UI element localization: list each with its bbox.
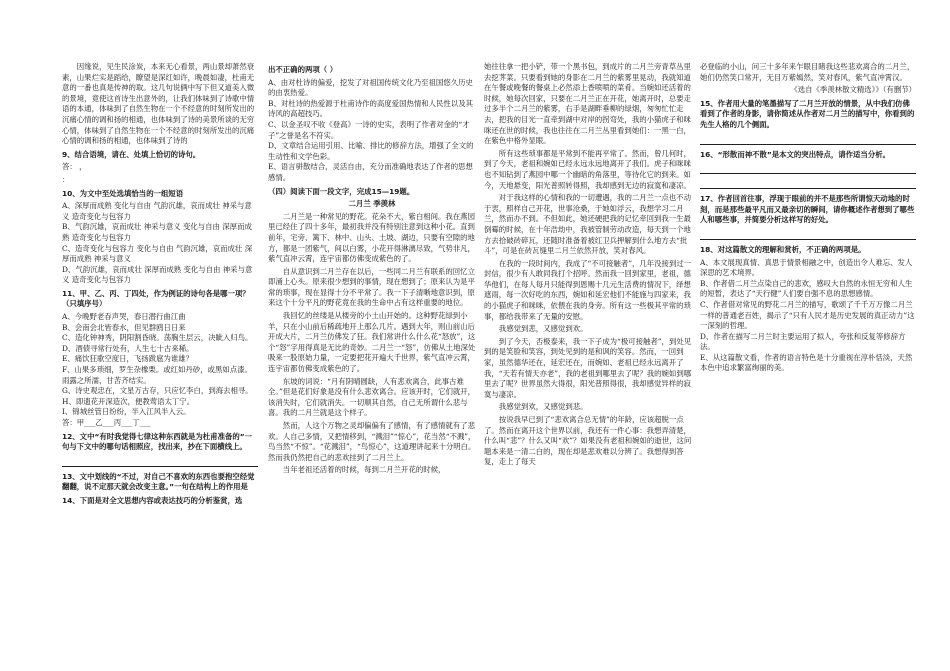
section-4-heading: （四）阅读下面一段文字，完成15—19题。 [268, 186, 415, 196]
question-14: 14、下面是对全文思想内容或表达技巧的分析鉴赏，选 [62, 495, 243, 505]
question-18: 18、对这篇散文的理解和赏析，不正确的两项是。 [700, 244, 866, 254]
answer-line[interactable] [700, 230, 916, 240]
essay-paragraph: 必登临的小山，问三十多年来乍眼目睹我这些悲欢离合的二月兰，她们仍然笑口常开，无目万紫嫣然，笑对春风，紫气直冲霄汉。 [700, 62, 915, 82]
option-18e: E、从这篇散文看，作者的语言特色是十分重视在淳朴恬淡，天然本色中追求繁富绚丽的美。 [700, 352, 913, 373]
column-1 [62, 62, 258, 509]
source-citation: 《选自《季羡林散文精选》》（有删节） [790, 85, 916, 95]
answer-9-line: 答： ， [62, 162, 87, 172]
essay-paragraph: 到了今天，否极泰来，我一下子成为“极可接触者”，到处见到的是笑脸和笑容，到处见到的是和讽的笑容。然而，一回到家，虽然德华还在，延宏还在，而婉如、老祖已经永远离开了我，“天若有情天亦老”，我的老祖到哪里去了呢？我的婉如到哪里去了呢？世界虽然大得很，阳光普照得很，我却感觉异样的寂寞与凄凉。 [484, 336, 692, 399]
option-11c: C、造化钟神秀，阴阳割昏晓。荡胸生层云，决眦入归鸟。 [62, 333, 253, 343]
option-18c: C、作者借对常见的野花二月兰的描写，歌颂了千千万万像二月兰一样的普通老百姓，揭示了“只有人民才是历史发展的真正动力”这一深刻的哲理。 [700, 299, 915, 331]
essay-paragraph: 我感觉到悲，又感觉到欢。 [498, 324, 588, 334]
option-11h: H、即遗花开深造次，便教莺语太丁宁。 [62, 396, 195, 406]
option-11e: E、痛饮狂歌空度日，飞扬跋扈为谁雄？ [62, 354, 194, 364]
option-10d: D、气韵沉雄，哀而成壮 深厚而成熟 变化与自由 神采与意义 造奇变化与包容力 [62, 264, 253, 285]
option-18a: A、本文展现真情、真思于情景相融之中，创造出令人难忘、发人深思的艺术境界。 [700, 257, 913, 278]
question-11: 11、甲、乙、丙、丁四处，作为例证的诗句各是哪一项？（只填序号） [62, 288, 250, 309]
option-10a: A、深厚而成熟 变化与自由 气韵沉雄，哀而成壮 神采与意义 造奇变化与包容力 [62, 201, 252, 221]
essay-paragraph: 所有这些琐事都是平常到不能再平常了。然而，曾几何时，到了今天，老祖和婉如已经永远永远地离开了我们。虎子和咪咪也不知钻到了燕园中哪一个幽暗的角落里，等待化它的到来。如今，天地悬变，阳光普照转得照，我却感到无边的寂寞和凄凉。 [484, 148, 691, 190]
question-15: 15、作者用大量的笔墨描写了二月兰开放的情景，从中我们仿佛看到了作者的身影，请你简述从作者对二月兰的描写中，你看到的先生人格的几个侧面。 [700, 98, 915, 129]
question-14-cont: 出不正确的两项（ ） [268, 65, 338, 74]
essay-paragraph: 在我的一段时间内，我成了“不可接触者”，几年没接到过一封信，很少有人敢同我打个招呼。然而我一回到家里，老祖，德华他们，在每人每月只能得到恩赐十几元生活费的情况下，绎想遮雨，每一次好吃的东西，婉如和延宏他们不能施与四家来，我的小猫虎子和咪咪，依偎在我的身旁。所有这一些极其平常的琐事，都给我带来了无量的安慰。 [484, 258, 692, 321]
column-3 [484, 62, 692, 470]
question-10: 10、为文中至处选填恰当的一组短语 [62, 188, 184, 198]
option-11d: D、酒债寻常行处有，人生七十古来稀。 [62, 343, 194, 353]
option-11b: B、会南会北皆春水，但见群鸥日日来 [62, 322, 186, 332]
essay-paragraph: 我回忆的丝缕是从楼旁的小土山开始的。这种野花绿到小羊，只在小山前后稀疏地开上那么几片。遇到大年，则山前山后开成大片，二月兰仿佛发了狂。我们常讲什么什么花“怒放”，这个“怒”字用得真是无比的奇妙。二月兰一“怒”，仿佛从土地深处吸来一股原始力量，一定要把花开遍大千世界，紫气直冲云霄，连宇宙都仿佛变成紫色的了。 [268, 311, 476, 374]
essay-paragraph: 我感觉到欢，又感觉到悲。 [498, 402, 588, 412]
essay-paragraph: 当年老祖还活着的时候，每到二月兰开花的时候， [282, 465, 446, 475]
question-17: 17、作者回首往事，浮现于眼前的并不是那些所谓惊天动地的时刻，而是那些最平凡而又最亲切的瞬间，请你概述作者想到了哪些人和哪些事，并简要分析这样写的好处。 [700, 194, 915, 225]
answer-line[interactable] [700, 179, 916, 189]
question-12: 12、文中“有时我觉得七律这种东西就是为杜甫准备的”一句与下文中的哪句话相照应，找出来，抄在下面横线上。 [62, 431, 252, 452]
answer-line[interactable] [700, 164, 916, 174]
essay-paragraph: 按说我早已到了“悲欢离合总无情”的年龄，应该超脱一点了。然而在离开这个世界以前，我还有一件心事：我想弄清楚，什么叫“悲”？什么又叫“欢”？如果没有老祖和婉如的逝世，这问题本来是一清二白的，现在却是悲欢难以分辨了。我想得到答复，走上了每天 [484, 415, 692, 467]
option-11g: G、诗史观忠在，文星万古存，只应忆李白，到海去相寻。 [62, 386, 253, 396]
option-18d: D、作者在描写二月兰时主要运用了拟人，夸张和反复等修辞方法。 [700, 331, 906, 352]
essay-title: 二月兰 季羡林 [348, 199, 396, 209]
essay-paragraph: 因缘说，见生民涂炭，本来无心看景，两山景却萧然衰素，山果烂实是蹈给，瞭望是深红如许，晚晨如凄，杜甫无意的一番也真是传神的取。这几句说俩中写下但又道美入微的景境，竟使这首诗生出意外的，让我们体味到了诗歌中情语的本通，体味到了自然生物在一个不经意的时刻所发出的沉痛心情的调和扬的相通，也体味到了诗的美景所谈的无穷心情，体味到了自然生物在一个不经意的时刻所发出的沉痛心情的调和扬的相通，也体味到了诗的 [62, 62, 255, 146]
option-14c: C、以金圣叹不收《登高》一诗的史实，表明了作者对金的“才子”之誉是名不符实。 [268, 119, 470, 140]
column-2 [268, 62, 476, 478]
option-11a: A、今晚野老吞声哭，春日潜行曲江曲 [62, 312, 186, 322]
column-4 [700, 62, 916, 374]
option-14a: A、由对杜诗的偏爱，挖发了对祖国传统文化乃至祖国悠久历史的由衷热爱。 [268, 77, 473, 98]
option-14b: B、对杜诗的热爱源于杜甫诗作的高度爱国热情和人民性以及其诗风的高超技巧。 [268, 98, 473, 119]
essay-paragraph: 她往往拿一把小铲，带一个黑书包，到成片的二月兰旁青草丛里去挖荠菜。只要看到她的身影在二月兰的紫雾里晃动，我就知道在午餐或晚餐的餐桌上必然添上香喷喷的菜肴。当婉如还活着的时候，她每次回家，只要在二月兰正在开花，她离开时，总要走过多半个二月兰的紫雾，右手是湖畔垂柳的绿烟，匆匆忙忙走去，把我的目光一直牵到湖中对岸的拐弯处，我的小猫虎子和咪咪还在世的时候，我也往往在二月兰丛里看到她们：一黑一白，在紫色中格外显眼。 [484, 62, 691, 146]
answer-line[interactable] [700, 135, 916, 145]
question-9: 9、结合语境，请在、处填上恰切的诗句。 [62, 149, 201, 159]
option-14e: E、语言骈散结合，灵活自由，充分而准确地表达了作者的思想感情。 [268, 162, 473, 182]
essay-paragraph: 自从意识到二月兰存在以后，一些同二月兰有联系的回忆立即涌上心头。原来很少想到的事情，现在想到了；原来认为是平常的琐事，现在显得十分不平常了。我一下子清晰地意识到，原来这个十分平凡的野花竟在我的生命中占有这样重要的地位。 [268, 266, 475, 308]
answer-9-line-2: ： [62, 174, 70, 184]
answer-11-line: 答：甲___乙___丙___丁___ [62, 418, 151, 427]
question-13: 13、文中划线的“不过，对自己不喜欢的东西也要抱空经觉翻翻，说不定那天就会改变主意。”一句在结构上的作用是 [62, 471, 255, 492]
answer-line[interactable] [62, 457, 258, 467]
option-11f: F、山果多琐细，罗生杂橡栗。或红如丹砂，或黑如点漆。雨露之所濡，甘苦齐结实。 [62, 365, 252, 385]
essay-paragraph: 二月兰是一种常见的野花。花朵不大，紫白相间。我在燕园里已经住了四十多年，最初我并没有特别注意到这种小花。直到前年，宅旁、篱下、林中、山头、土坡、湖边，只要有空隙的地方，都是一团紫气，间以白雾，小花开得淋漓尽致，气势非凡，紫气直冲云霄，连宇宙都仿佛变成紫色的了。 [268, 211, 475, 264]
essay-paragraph: 对于我这样的心情和我的一切遭遇，我的二月兰一点也不动于衷，照样自己开花，世事沧桑，于她如浮云，我想学习二月兰，然而办不到。不但如此，她还硬把我的记忆牵回到我一生最倒霉的时候，在十年浩劫中，我被管制劳动改造，每天到一个地方去拾破砖碎瓦，还随时准备着被红卫兵押解到什么地方去“批斗”，可是在砖瓦缝里二月兰依然开放，笑对春风。 [484, 193, 691, 256]
question-16: 16、“形散而神不散”是本文的突出特点，请作适当分析。 [700, 149, 890, 159]
option-14d: D、文章结合运用引用、比喻、排比的修辞方法，增强了全文的生动性和文学色彩。 [268, 141, 474, 161]
option-18b: B、作者借二月兰点染自己的悲欢，感叹大自然的永恒无穷和人生的短暂，表达了“天行健”人们要自强不息的思想感情。 [700, 278, 913, 299]
essay-paragraph: 东坡的词说：“月有阴晴圆缺，人有悲欢离合，此事古难全。”但是花们好象是没有什么悲欢离合。应该开时，它们就开，该消失时，它们就消失。一切顺其自然，自己无所谓什么悲与喜。我的二月兰就是这个样子。 [268, 376, 476, 418]
option-11i: I、锦城丝管日纷纷，半入江风半入云。 [62, 407, 191, 417]
option-10c: C、造奇变化与包容力 变化与自由 气韵沉雄，哀而成壮 深厚而成熟 神采与意义 [62, 243, 253, 264]
option-10b: B、气韵沉雄，哀而成壮 神采与意义 变化与自由 深厚而成熟 造奇变化与包容力 [62, 222, 252, 242]
essay-paragraph: 然而，人这个万物之灵却偏偏有了感情，有了感情就有了悲欢。人自己多情，又把情移到，“溅泪”“惊心”，花当然“不溅”，鸟当然“不惊”。“花溅泪”，“鸟惊心”，这道理讲起来十分明白。然而我仍然把自己的悲欢挂到了二月兰上。 [268, 421, 476, 462]
